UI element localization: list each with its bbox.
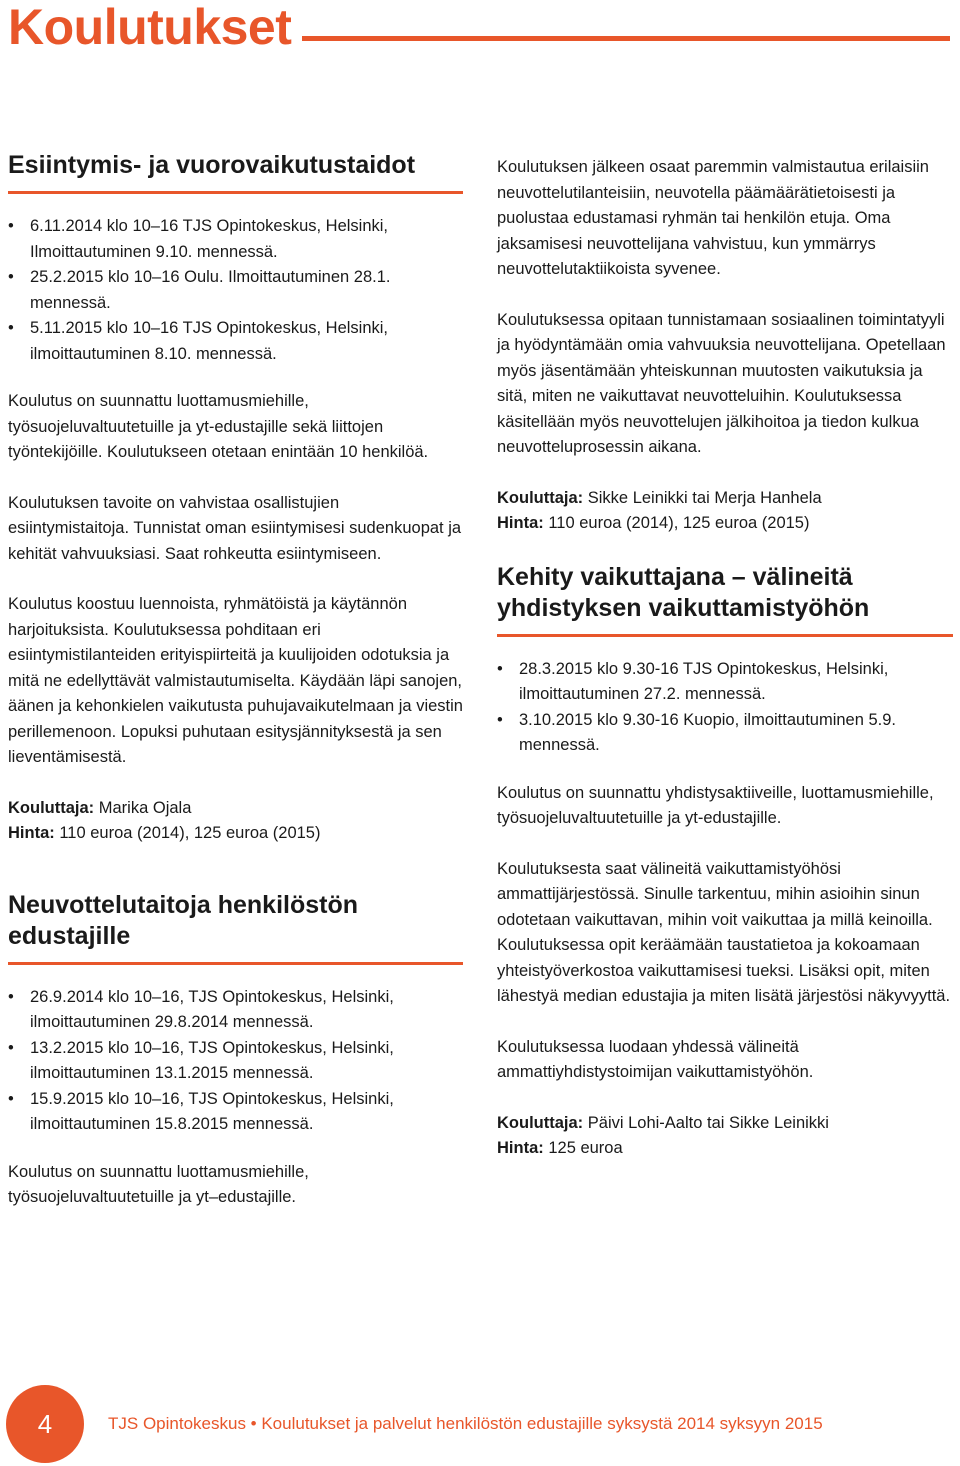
trainer-line [497,1111,953,1137]
page-title: Koulutukset [8,0,292,55]
page-number-badge: 4 [6,1385,84,1463]
price-line [497,511,953,537]
price-value: 110 euroa (2014), 125 euroa (2015) [59,824,321,842]
course-meta [8,796,463,847]
price-label: Hinta: [8,824,55,842]
section-heading-neuvottelutaitoja: Neuvottelutaitoja henkilöstön edustajille [8,890,359,950]
date-list [497,657,953,759]
trainer-label: Kouluttaja: [497,488,584,507]
date-list [8,214,463,367]
section-rule [8,191,463,194]
paragraph: Koulutuksessa opitaan tunnistamaan sosiaalinen toimintatyyli ja hyödyntämään omia vahvuuksia neuvottelijana. Opetellaan myös jäsentämään yhteiskunnan muutosten vaikutuksia ja sitä, miten ne vaikuttavat neuvotteluihin. Koulutuksessa käsitellään myös neuvottelujen jälkihoitoa ja tiedon kulkua neuvotteluprosessin aikana. [497,310,946,456]
paragraph: Koulutuksessa luodaan yhdessä välineitä ammattiyhdistystoimijan vaikuttamistyöhön. [497,1037,814,1081]
date-list-item: • 6.11.2014 klo 10–16 TJS Opintokeskus, Helsinki, Ilmoittautuminen 9.10. mennessä. [8,214,463,265]
paragraph: Koulutus on suunnattu luottamusmiehille, työsuojeluvaltuutetuille ja yt–edustajille. [8,1162,309,1206]
paragraph: Koulutus koostuu luennoista, ryhmätöistä ja käytännön harjoituksista. Koulutuksessa pohditaan eri esiintymistilanteiden erityispiirteitä ja kuulijoiden odotuksia ja mitä ne edellyttävät valmistautumiselta. Käydään läpi sanojen, äänen ja kehonkielen vaikutusta puhujavaikutelmaan ja viestin perillemenoon. Lopuksi puhutaan esitysjännityksestä ja sen lieventämisestä. [8,595,463,766]
trainer-label: Kouluttaja: [8,798,95,817]
price-value: 125 euroa [548,1139,623,1157]
section-heading-kehity: Kehity vaikuttajana – välineitä yhdistyksen vaikuttamistyöhön [497,562,870,622]
paragraph: Koulutuksen tavoite on vahvistaa osallistujien esiintymistaitoja. Tunnistat oman esiintymisesi sudenkuopat ja kehität vahvuuksiasi. Saat rohkeutta esiintymiseen. [8,493,462,563]
date-list-item: • 25.2.2015 klo 10–16 Oulu. Ilmoittautuminen 28.1. mennessä. [8,265,463,316]
price-value: 110 euroa (2014), 125 euroa (2015) [548,514,810,532]
trainer-name: Marika Ojala [98,798,192,817]
date-list-item: • 5.11.2015 klo 10–16 TJS Opintokeskus, Helsinki, ilmoittautuminen 8.10. mennessä. [8,316,463,367]
price-line [497,1136,953,1162]
section-rule [497,634,953,637]
trainer-line [8,796,463,822]
paragraph: Koulutus on suunnattu luottamusmiehille, työsuojeluvaltuutetuille ja yt-edustajille sekä liittojen työntekijöille. Koulutukseen otetaan enintään 10 henkilöä. [8,392,429,461]
price-label: Hinta: [497,1139,544,1157]
trainer-line [497,486,953,512]
left-column [8,150,463,1236]
trainer-name: Päivi Lohi-Aalto tai Sikke Leinikki [587,1113,829,1132]
title-rule [302,36,950,41]
price-line [8,821,463,847]
date-list-item: • 26.9.2014 klo 10–16, TJS Opintokeskus, Helsinki, ilmoittautuminen 29.8.2014 mennessä. [8,985,463,1036]
date-list-item: • 13.2.2015 klo 10–16, TJS Opintokeskus, Helsinki, ilmoittautuminen 13.1.2015 mennessä. [8,1036,463,1087]
course-meta [497,486,953,537]
paragraph: Koulutus on suunnattu yhdistysaktiiveille, luottamusmiehille, työsuojeluvaltuutetuille ja yt-edustajille. [497,783,934,827]
price-label: Hinta: [497,514,544,532]
section-rule [8,962,463,965]
trainer-label: Kouluttaja: [497,1113,584,1132]
footer-text: TJS Opintokeskus • Koulutukset ja palvelut henkilöstön edustajille syksystä 2014 syksyyn 2015 [108,1414,823,1433]
date-list-item: • 15.9.2015 klo 10–16, TJS Opintokeskus, Helsinki, ilmoittautuminen 15.8.2015 mennessä. [8,1087,463,1138]
section-heading-esiintymis: Esiintymis- ja vuorovaikutustaidot [8,151,416,179]
trainer-name: Sikke Leinikki tai Merja Hanhela [587,488,822,507]
date-list [8,985,463,1138]
right-column [497,155,953,1187]
date-list-item: • 28.3.2015 klo 9.30-16 TJS Opintokeskus, Helsinki, ilmoittautuminen 27.2. mennessä. [497,657,953,708]
paragraph: Koulutuksesta saat välineitä vaikuttamistyöhösi ammattijärjestössä. Sinulle tarkentuu, mihin asioihin sinun odotetaan vaikuttavan, mihin voit vaikuttaa ja millä keinoilla. Koulutuksessa opit keräämään taustatietoa ja kokoamaan yhteistyöverkostoa vaikuttamisesi tueksi. Lisäksi opit, miten lähestyä median edustajia ja miten lisätä järjestösi näkyvyyttä. [497,859,951,1005]
date-list-item: • 3.10.2015 klo 9.30-16 Kuopio, ilmoittautuminen 5.9. mennessä. [497,708,953,759]
course-meta [497,1111,953,1162]
paragraph: Koulutuksen jälkeen osaat paremmin valmistautua erilaisiin neuvottelutilanteisiin, neuvotella päämäärätietoisesti ja puolustaa edustamasi ryhmän tai henkilön etuja. Oma jaksamisesi neuvottelijana vahvistuu, kun ymmärrys neuvottelutaktiikoista syvenee. [497,158,929,278]
